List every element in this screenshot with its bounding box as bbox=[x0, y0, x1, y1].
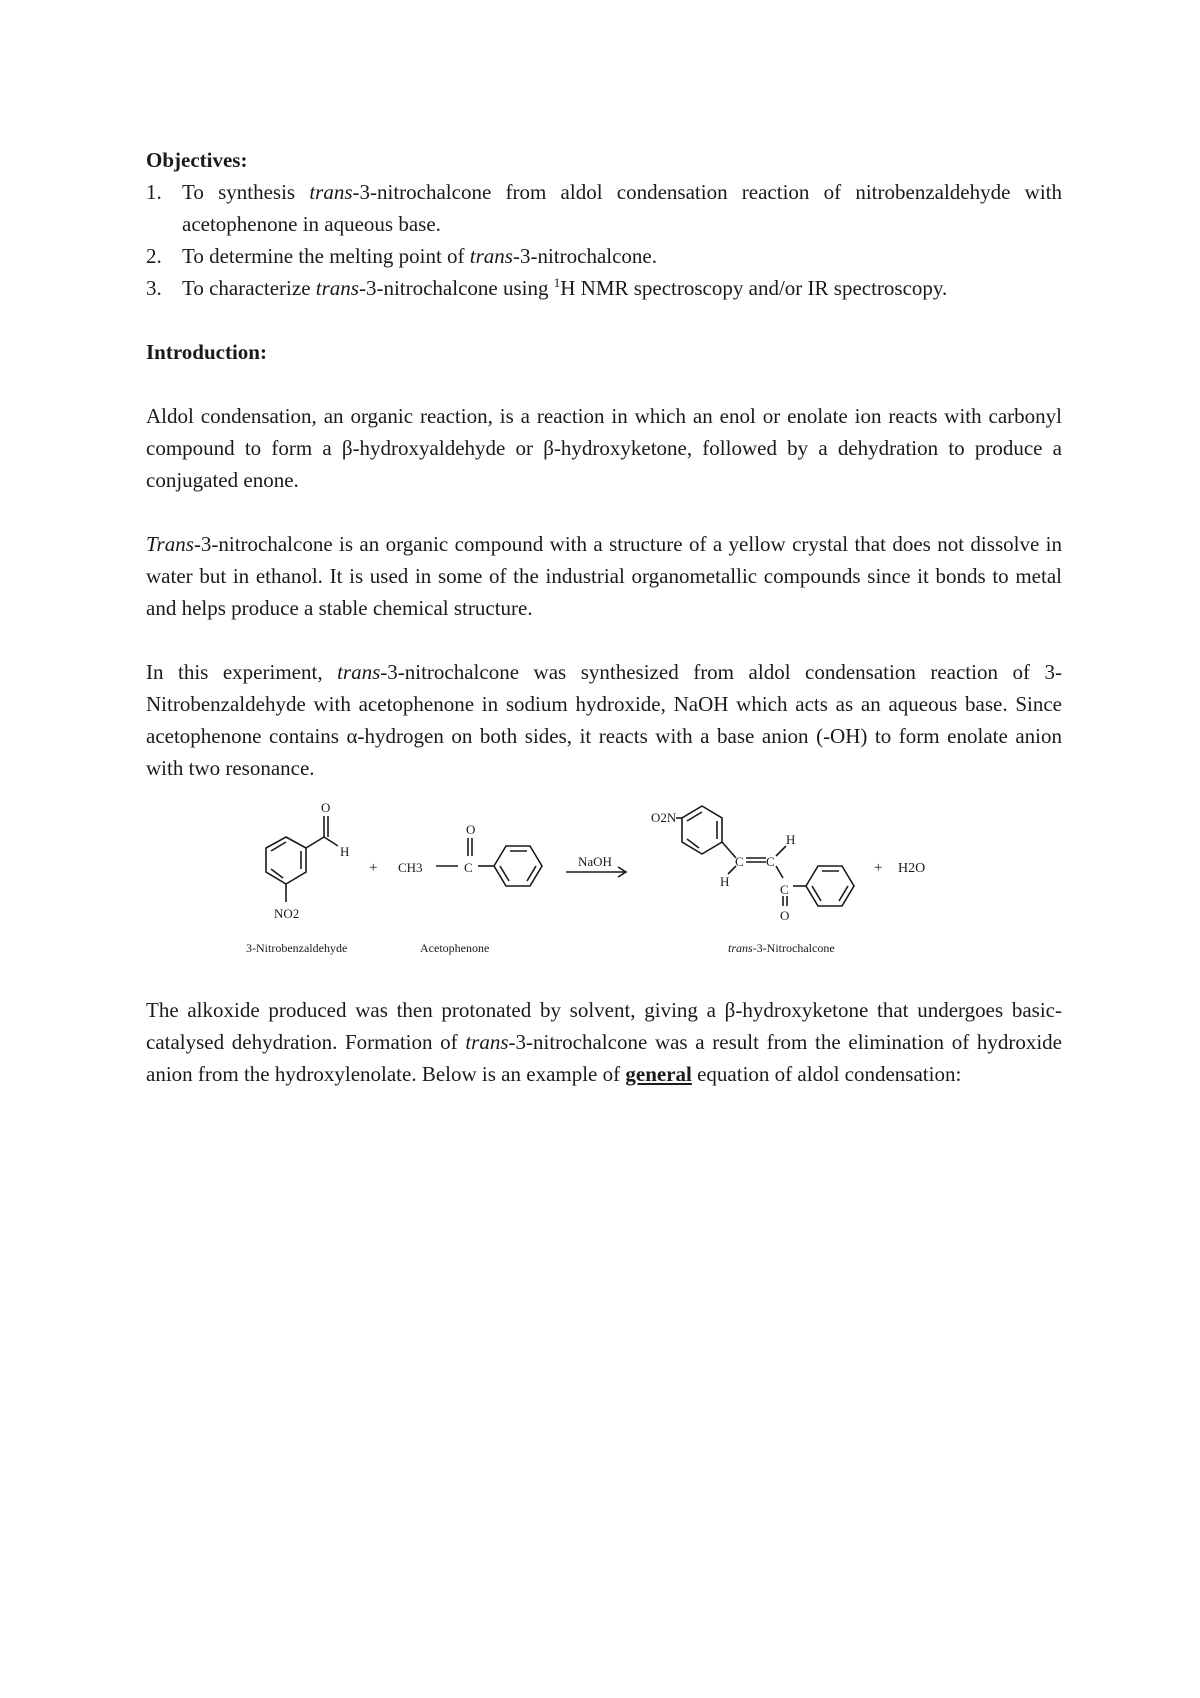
atom-label: CH3 bbox=[398, 860, 423, 875]
objective-item-1: 1. To synthesis trans-3-nitrochalcone from aldol condensation reaction of nitrobenzaldehyde with acetophenone in aqueous base. bbox=[146, 176, 1062, 240]
atom-label: NO2 bbox=[274, 906, 300, 921]
atom-label: C bbox=[464, 860, 473, 875]
atom-label: H bbox=[786, 832, 796, 847]
plus-sign: + bbox=[369, 860, 378, 876]
reaction-scheme bbox=[146, 794, 1062, 984]
atom-label: O bbox=[321, 800, 331, 815]
atom-label: H bbox=[720, 874, 730, 889]
atom-label: C bbox=[735, 854, 744, 869]
emphasized-word: general bbox=[625, 1062, 692, 1086]
list-number: 1. bbox=[146, 180, 162, 204]
document-body bbox=[146, 144, 1062, 1090]
intro-paragraph-4: The alkoxide produced was then protonated by solvent, giving a β-hydroxyketone that undergoes basic-catalysed dehydration. Formation of trans-3-nitrochalcone was a result from the elimination of hydroxide anion from the hydroxylenolate. Below is an example of general equation of aldol condensation: bbox=[146, 998, 1062, 1086]
reagent-label: NaOH bbox=[578, 854, 612, 869]
list-number: 3. bbox=[146, 276, 162, 300]
atom-label: H bbox=[340, 844, 350, 859]
product-label: trans-3-Nitrochalcone bbox=[728, 941, 835, 955]
atom-label: O bbox=[466, 822, 476, 837]
reaction-scheme-drawing bbox=[146, 794, 1062, 984]
objective-item-3: 3. To characterize trans-3-nitrochalcone using $^1$H NMR spectroscopy and/or IR spectroscopy. bbox=[146, 272, 1062, 304]
atom-label: O2N bbox=[651, 810, 677, 825]
benzene-ring-4 bbox=[806, 866, 854, 906]
reactant2-label: Acetophenone bbox=[420, 941, 490, 955]
introduction-heading: Introduction: bbox=[146, 340, 267, 364]
atom-label: C bbox=[766, 854, 775, 869]
intro-paragraph-3: In this experiment, trans-3-nitrochalcone was synthesized from aldol condensation reaction of 3-Nitrobenzaldehyde with acetophenone in sodium hydroxide, NaOH which acts as an aqueous base. Since acetophenone contains α-hydrogen on both sides, it reacts with a base anion (-OH) to form enolate anion with two resonance. bbox=[146, 660, 1062, 780]
reactant1-label: 3-Nitrobenzaldehyde bbox=[246, 941, 348, 955]
byproduct-label: H2O bbox=[898, 861, 926, 876]
plus-sign: + bbox=[874, 860, 883, 876]
intro-paragraph-2: Trans-3-nitrochalcone is an organic compound with a structure of a yellow crystal that does not dissolve in water but in ethanol. It is used in some of the industrial organometallic compounds since it bonds to metal and helps produce a stable chemical structure. bbox=[146, 532, 1062, 620]
list-number: 2. bbox=[146, 244, 162, 268]
objectives-list bbox=[146, 176, 1062, 304]
benzene-ring-1 bbox=[266, 837, 306, 884]
atom-label: C bbox=[780, 882, 789, 897]
objectives-heading: Objectives: bbox=[146, 148, 248, 172]
intro-paragraph-1: Aldol condensation, an organic reaction, is a reaction in which an enol or enolate ion reacts with carbonyl compound to form a β-hydroxyaldehyde or β-hydroxyketone, followed by a dehydration to produce a conjugated enone. bbox=[146, 404, 1062, 492]
benzene-ring-3 bbox=[682, 806, 722, 854]
atom-label: O bbox=[780, 908, 790, 923]
objective-item-2: 2. To determine the melting point of trans-3-nitrochalcone. bbox=[146, 240, 1062, 272]
benzene-ring-2 bbox=[494, 846, 542, 886]
